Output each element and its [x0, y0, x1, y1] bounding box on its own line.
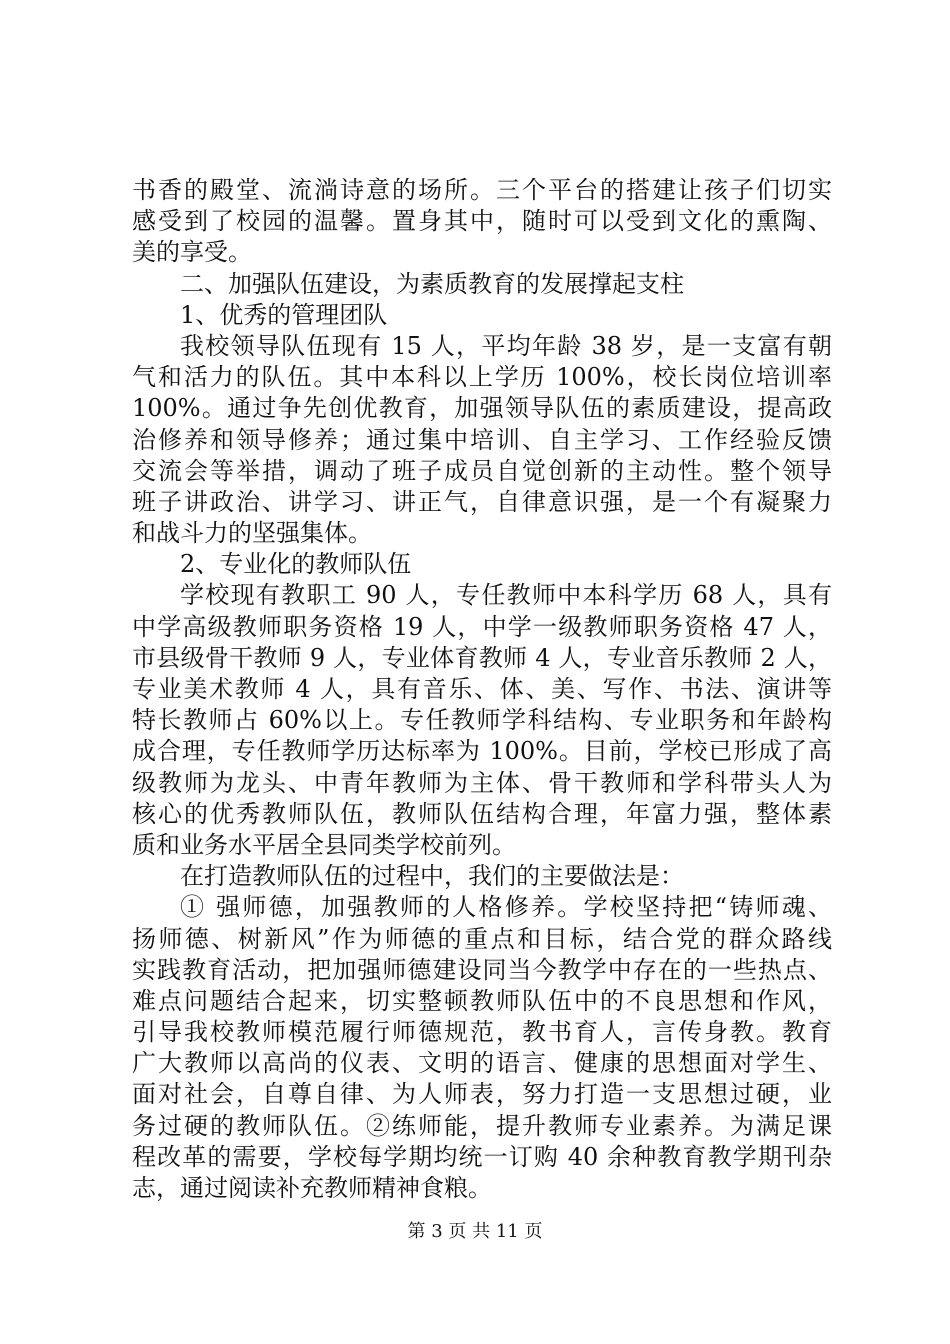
text-line: 1、优秀的管理团队	[180, 300, 388, 329]
text-line: 专业美术教师 4 人，具有音乐、体、美、写作、书法、演讲等	[132, 675, 832, 703]
text-line: 二、加强队伍建设，为素质教育的发展撑起支柱	[180, 269, 684, 298]
text-line: 志，通过阅读补充教师精神食粮。	[132, 1174, 492, 1202]
text-line: 程改革的需要，学校每学期均统一订购 40 余种教育教学期刊杂	[132, 1142, 832, 1171]
text-line: 2、专业化的教师队伍	[180, 550, 412, 579]
text-line: 治修养和领导修养；通过集中培训、自主学习、工作经验反馈	[132, 425, 832, 454]
text-line: 务过硬的教师队伍。②练师能，提升教师专业素养。为满足课	[132, 1111, 832, 1140]
text-line: 美的享受。	[132, 238, 252, 267]
text-line: 级教师为龙头、中青年教师为主体、骨干教师和学科带头人为	[132, 768, 832, 797]
text-line: 特长教师占 60%以上。专任教师学科结构、专业职务和年龄构	[132, 706, 832, 735]
document-body	[132, 175, 832, 1204]
text-line: ① 强师德，加强教师的人格修养。学校坚持把“铸师魂、	[180, 893, 832, 922]
text-line: 核心的优秀教师队伍，教师队伍结构合理，年富力强，整体素	[132, 799, 832, 828]
text-line: 广大教师以高尚的仪表、文明的语言、健康的思想面对学生、	[132, 1049, 832, 1078]
text-line: 成合理，专任教师学历达标率为 100%。目前，学校已形成了高	[132, 737, 832, 766]
page-footer: 第 3 页 共 11 页	[407, 1221, 543, 1242]
text-line: 书香的殿堂、流淌诗意的场所。三个平台的搭建让孩子们切实	[132, 176, 832, 204]
text-line: 和战斗力的坚强集体。	[132, 519, 372, 548]
text-line: 面对社会，自尊自律、为人师表，努力打造一支思想过硬，业	[132, 1080, 832, 1109]
text-line: 引导我校教师模范履行师德规范，教书育人，言传身教。教育	[132, 1018, 832, 1047]
text-line: 学校现有教职工 90 人，专任教师中本科学历 68 人，具有	[180, 581, 832, 610]
text-line: 质和业务水平居全县同类学校前列。	[132, 830, 516, 859]
text-line: 100%。通过争先创优教育，加强领导队伍的素质建设，提高政	[132, 394, 832, 423]
text-line: 感受到了校园的温馨。置身其中，随时可以受到文化的熏陶、	[132, 207, 832, 236]
text-line: 扬师德、树新风”作为师德的重点和目标，结合党的群众路线	[132, 924, 832, 953]
text-line: 中学高级教师职务资格 19 人，中学一级教师职务资格 47 人，	[132, 612, 832, 641]
text-line: 气和活力的队伍。其中本科以上学历 100%，校长岗位培训率	[132, 363, 832, 392]
text-line: 班子讲政治、讲学习、讲正气，自律意识强，是一个有凝聚力	[132, 487, 832, 516]
text-line: 在打造教师队伍的过程中，我们的主要做法是：	[180, 862, 684, 891]
text-line: 实践教育活动，把加强师德建设同当今教学中存在的一些热点、	[132, 955, 832, 984]
text-line: 难点问题结合起来，切实整顿教师队伍中的不良思想和作风，	[132, 986, 832, 1015]
text-line: 我校领导队伍现有 15 人，平均年龄 38 岁，是一支富有朝	[180, 331, 832, 360]
text-line: 市县级骨干教师 9 人，专业体育教师 4 人，专业音乐教师 2 人，	[132, 643, 832, 672]
text-line: 交流会等举措，调动了班子成员自觉创新的主动性。整个领导	[132, 456, 832, 485]
